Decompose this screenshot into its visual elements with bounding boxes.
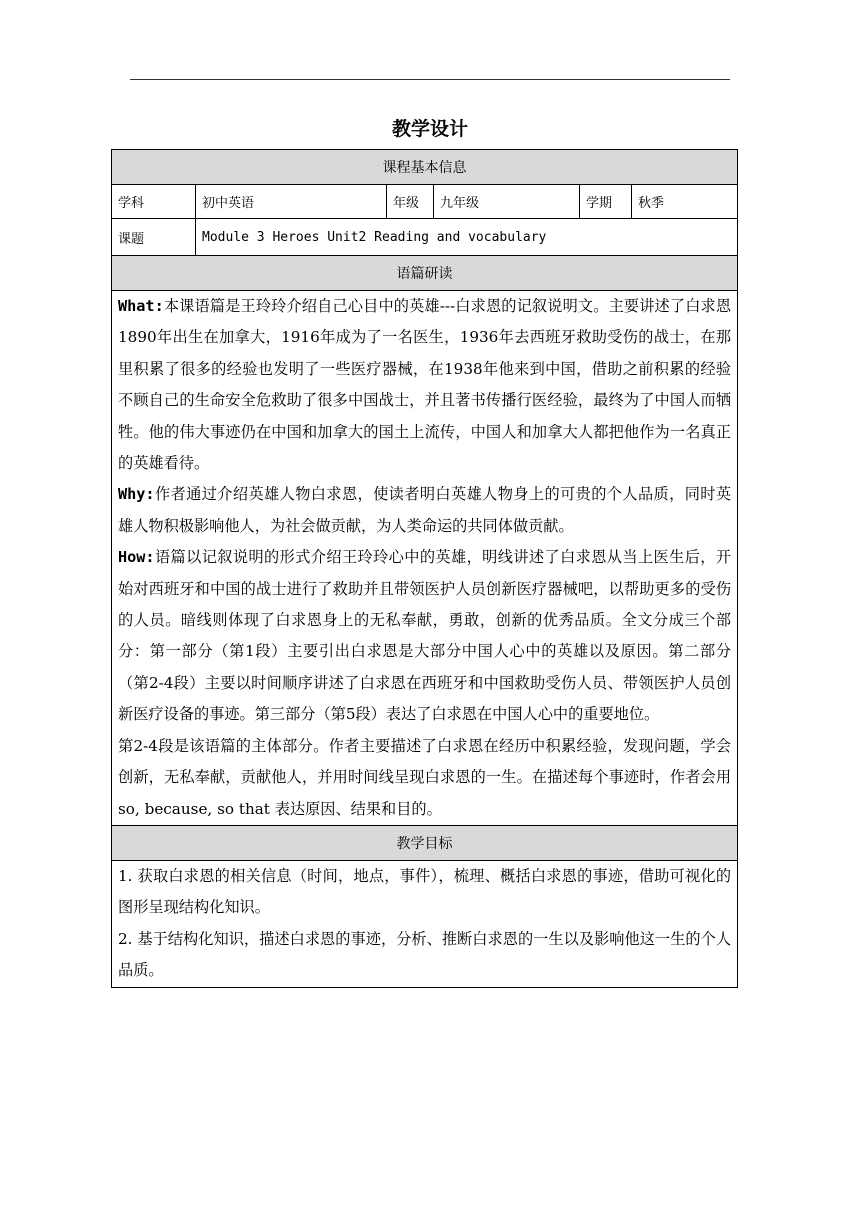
subject-label: 学科 xyxy=(112,185,196,219)
term-value: 秋季 xyxy=(632,185,738,219)
how-lead: How: xyxy=(118,548,155,567)
text-study-row xyxy=(112,291,738,826)
document-title: 教学设计 xyxy=(391,118,468,140)
why-text: 作者通过介绍英雄人物白求恩，使读者明白英雄人物身上的可贵的个人品质，同时英雄人物积极影响他人，为社会做贡献，为人类命运的共同体做贡献。 xyxy=(118,485,732,535)
section-title-basic-info: 课程基本信息 xyxy=(112,150,738,185)
subject-value: 初中英语 xyxy=(196,185,387,219)
what-text: 本课语篇是王玲玲介绍自己心目中的英雄---白求恩的记叙说明文。主要讲述了白求恩1890年出生在加拿大，1916年成为了一名医生，1936年去西班牙救助受伤的战士，在那里积累了很多的经验也发明了一些医疗器械，在1938年他来到中国，借助之前积累的经验不顾自己的生命安全危救助了很多中国战士，并且著书传播行医经验，最终为了中国人而牺牲。他的伟大事迹仍在中国和加拿大的国土上流传，中国人和加拿大人都把他作为一名真正的英雄看待。 xyxy=(118,297,732,473)
why-paragraph xyxy=(118,479,731,542)
how-paragraph xyxy=(118,542,731,730)
grade-value: 九年级 xyxy=(434,185,580,219)
why-lead: Why: xyxy=(118,485,155,504)
what-lead: What: xyxy=(118,297,164,315)
section-header-text-study xyxy=(112,256,738,291)
lesson-plan-table xyxy=(111,149,738,988)
goal-item-2: 2. 基于结构化知识，描述白求恩的事迹，分析、推断白求恩的一生以及影响他这一生的个人品质。 xyxy=(118,929,732,980)
term-label: 学期 xyxy=(580,185,632,219)
section-header-basic-info xyxy=(112,150,738,185)
grade-label: 年级 xyxy=(387,185,434,219)
header-rule xyxy=(130,79,730,80)
section-title-goals: 教学目标 xyxy=(112,825,738,860)
section-title-text-study: 语篇研读 xyxy=(112,256,738,291)
section-header-goals xyxy=(112,825,738,860)
topic-value: Module 3 Heroes Unit2 Reading and vocabulary xyxy=(196,219,738,256)
text-study-cell xyxy=(112,291,738,826)
main-body-paragraph: 第2-4段是该语篇的主体部分。作者主要描述了白求恩在经历中积累经验，发现问题，学会创新，无私奉献，贡献他人，并用时间线呈现白求恩的一生。在描述每个事迹时，作者会用so, because, so that 表达原因、结果和目的。 xyxy=(118,736,732,818)
how-text: 语篇以记叙说明的形式介绍王玲玲心中的英雄，明线讲述了白求恩从当上医生后，开始对西班牙和中国的战士进行了救助并且带领医护人员创新医疗器械吧，以帮助更多的受伤的人员。暗线则体现了白求恩身上的无私奉献，勇敢，创新的优秀品质。全文分成三个部分：第一部分（第1段）主要引出白求恩是大部分中国人心中的英雄以及原因。第二部分（第2-4段）主要以时间顺序讲述了白求恩在西班牙和中国救助受伤人员、带领医护人员创新医疗设备的事迹。第三部分（第5段）表达了白求恩在中国人心中的重要地位。 xyxy=(118,548,732,724)
goals-row xyxy=(112,860,738,987)
goals-cell xyxy=(112,860,738,987)
info-row xyxy=(112,185,738,219)
topic-row xyxy=(112,219,738,256)
what-paragraph xyxy=(118,291,731,479)
goal-item-1: 1. 获取白求恩的相关信息（时间，地点，事件），梳理、概括白求恩的事迹，借助可视化的图形呈现结构化知识。 xyxy=(118,866,732,917)
topic-label: 课题 xyxy=(112,219,196,256)
